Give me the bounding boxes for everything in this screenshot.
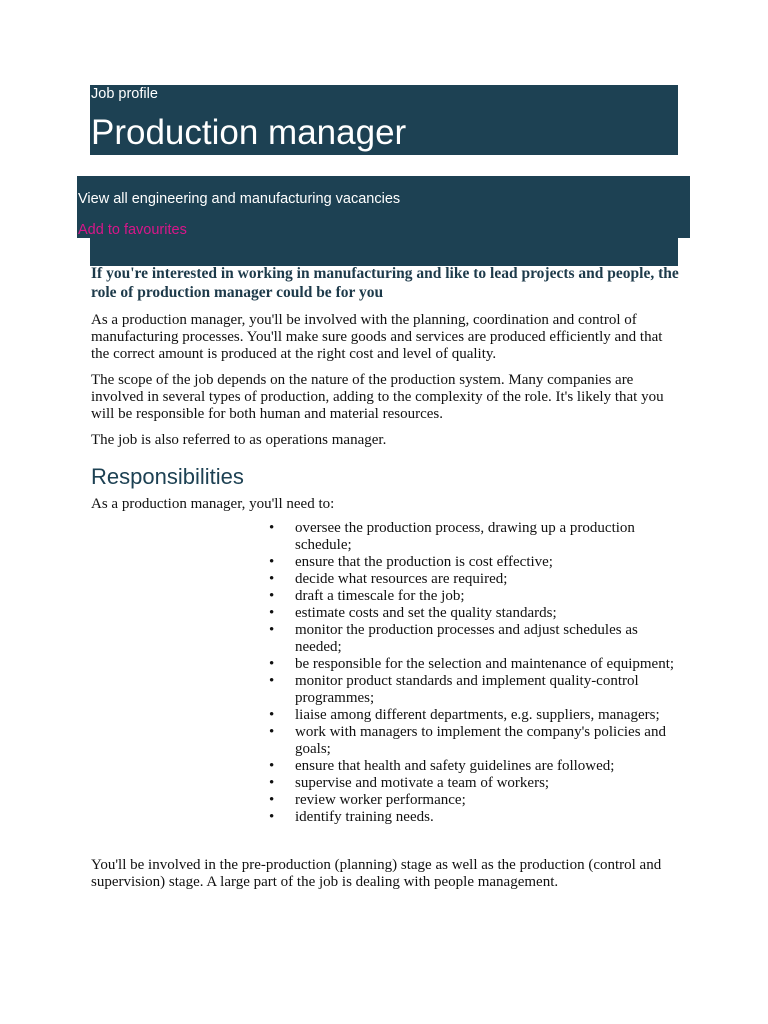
body-paragraph: The scope of the job depends on the nature of the production system. Many companies are involved in several types of production, adding to the complexity of the role. It's likely that you will be responsible for both human and material resources.: [91, 372, 664, 422]
list-item: [269, 571, 679, 588]
links-bar: [77, 176, 690, 238]
list-item: [269, 792, 679, 809]
bullet-icon: •: [269, 758, 275, 774]
list-item: [269, 554, 679, 571]
job-profile-header: [90, 85, 678, 155]
bullet-icon: •: [269, 554, 275, 570]
bullet-icon: •: [269, 622, 275, 638]
bullet-icon: •: [269, 707, 275, 723]
list-item-text: work with managers to implement the company's policies and goals;: [295, 724, 666, 757]
list-item-text: monitor product standards and implement quality-control programmes;: [295, 673, 639, 706]
list-item: [269, 775, 679, 792]
bullet-icon: •: [269, 605, 275, 621]
bullet-icon: •: [269, 792, 275, 808]
list-item-text: monitor the production processes and adjust schedules as needed;: [295, 622, 638, 655]
list-item: [269, 809, 679, 826]
list-item: [269, 622, 679, 656]
list-item: [269, 588, 679, 605]
list-item-text: decide what resources are required;: [295, 571, 508, 587]
view-vacancies-link[interactable]: View all engineering and manufacturing vacancies: [78, 191, 401, 207]
list-item: [269, 707, 679, 724]
job-profile-label: Job profile: [91, 86, 158, 102]
list-item: [269, 724, 679, 758]
list-item: [269, 656, 679, 673]
closing-paragraph: You'll be involved in the pre-production (planning) stage as well as the production (control and supervision) stage. A large part of the job is dealing with people management.: [91, 857, 662, 890]
list-item: [269, 520, 679, 554]
add-to-favourites-link[interactable]: Add to favourites: [78, 222, 187, 238]
bullet-icon: •: [269, 571, 275, 587]
list-item: [269, 605, 679, 622]
responsibilities-list: [269, 520, 679, 826]
main-content: [91, 264, 681, 529]
list-item-text: identify training needs.: [295, 809, 434, 825]
bullet-icon: •: [269, 656, 275, 672]
list-item-text: ensure that the production is cost effective;: [295, 554, 553, 570]
page-title: Production manager: [91, 113, 407, 152]
responsibilities-intro: As a production manager, you'll need to:: [91, 496, 335, 512]
list-item: [269, 758, 679, 775]
links-bar-extension: [90, 238, 678, 266]
body-paragraph: The job is also referred to as operations manager.: [91, 432, 387, 448]
responsibilities-heading: Responsibilities: [91, 464, 244, 489]
bullet-icon: •: [269, 809, 275, 825]
list-item-text: ensure that health and safety guidelines are followed;: [295, 758, 615, 774]
lede-paragraph: If you're interested in working in manufacturing and like to lead projects and people, the role of production manager could be for you: [91, 265, 679, 301]
list-item-text: be responsible for the selection and maintenance of equipment;: [295, 656, 675, 672]
bullet-icon: •: [269, 673, 275, 689]
list-item-text: draft a timescale for the job;: [295, 588, 465, 604]
bullet-icon: •: [269, 724, 275, 740]
bullet-icon: •: [269, 520, 275, 536]
list-item-text: oversee the production process, drawing up a production schedule;: [295, 520, 635, 553]
bullet-icon: •: [269, 775, 275, 791]
bullet-icon: •: [269, 588, 275, 604]
list-item: [269, 673, 679, 707]
list-item-text: review worker performance;: [295, 792, 466, 808]
list-item-text: estimate costs and set the quality standards;: [295, 605, 557, 621]
list-item-text: supervise and motivate a team of workers;: [295, 775, 550, 791]
body-paragraph: As a production manager, you'll be involved with the planning, coordination and control of manufacturing processes. You'll make sure goods and services are produced efficiently and that the correct amount is produced at the right cost and level of quality.: [91, 312, 663, 362]
list-item-text: liaise among different departments, e.g. suppliers, managers;: [295, 707, 660, 723]
